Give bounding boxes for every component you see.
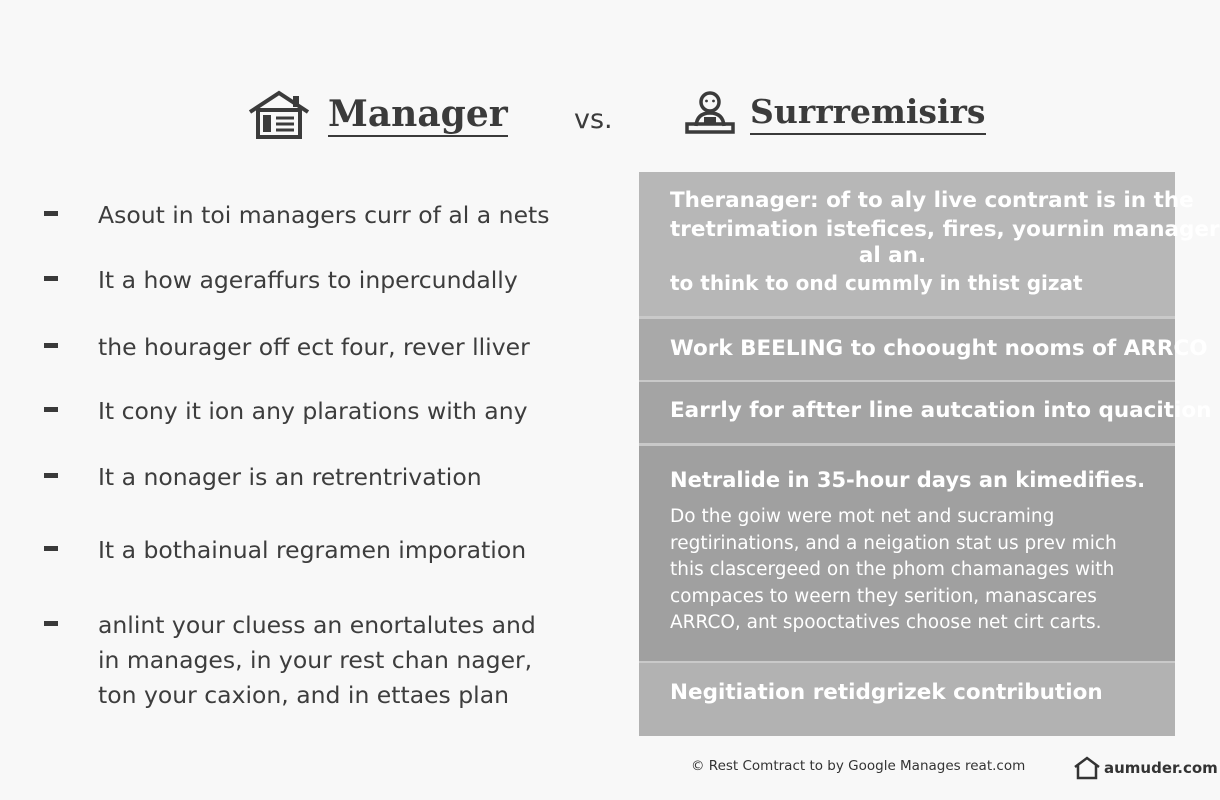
bullet-dash	[44, 407, 58, 412]
bullet-item	[44, 394, 528, 429]
bullet-dash	[44, 276, 58, 281]
bullet-text: It cony it ion any plarations with any	[98, 397, 528, 425]
panel-cell-text: Theranager: of to aly live contrant is in the	[670, 188, 1194, 213]
brand-logo	[1072, 755, 1218, 781]
person-at-desk-icon	[684, 90, 736, 136]
bullet-item	[44, 533, 526, 568]
panel-cell-text: al an.	[858, 243, 927, 268]
panel-cell-text: tretrimation istefices, fires, yournin manager	[670, 217, 1220, 242]
surrremisirs-title	[684, 90, 986, 136]
panel-cell	[639, 663, 1175, 736]
bullet-dash	[44, 621, 58, 626]
panel-cell-heading: Netralide in 35-hour days an kimedifies.	[670, 468, 1146, 492]
bullet-text: ton your caxion, and in ettaes plan	[98, 681, 510, 709]
bullet-dash	[44, 473, 58, 478]
bullet-multiline	[98, 608, 536, 713]
manager-heading: Manager	[328, 92, 508, 135]
surrremisirs-heading: Surrremisirs	[750, 92, 986, 135]
copyright-text: © Rest Comtract to by Google Manages reat.com	[691, 758, 1026, 774]
brand-name: aumuder.com	[1104, 759, 1218, 777]
bullet-item	[44, 263, 518, 298]
bullet-text: It a bothainual regramen imporation	[98, 536, 527, 564]
bullet-text: in manages, in your rest chan nager,	[98, 646, 533, 674]
bullet-dash	[44, 211, 58, 216]
panel-cell	[639, 382, 1212, 443]
panel-cell	[639, 446, 1175, 661]
bullet-item	[44, 198, 550, 233]
panel-cell-text: Earrly for aftter line autcation into quacition	[670, 398, 1212, 423]
panel-cell-paragraph: Do the goiw were mot net and sucraming regtirinations, and a neigation stat us prev mich this clascergeed on the phom chamanages with compaces to weern they serition, manascares ARRCO, ant spooctatives choose net cirt carts.	[670, 506, 1117, 633]
panel-cell-text: Work BEELING to choought nooms of ARRCO	[670, 336, 1208, 361]
panel-cell	[639, 172, 1220, 316]
bullet-dash	[44, 343, 58, 348]
comparison-panel	[639, 172, 1220, 736]
header	[0, 84, 1200, 144]
bullet-text: the hourager off ect four, rever lliver	[98, 333, 530, 361]
bullet-text: Asout in toi managers curr of al a nets	[98, 201, 550, 229]
house-icon	[246, 90, 312, 140]
bullet-dash	[44, 546, 58, 551]
manager-title	[246, 90, 508, 140]
vs-label: vs.	[574, 104, 613, 135]
bullet-item	[44, 460, 482, 495]
bullet-item	[44, 608, 536, 713]
panel-cell-text: Negitiation retidgrizek contribution	[670, 680, 1103, 705]
bullet-text: anlint your cluess an enortalutes and	[98, 611, 536, 639]
panel-cell-text: to think to ond cummly in thist gizat	[670, 271, 1083, 295]
house-outline-icon	[1072, 755, 1102, 781]
bullet-text: It a how ageraffurs to inpercundally	[98, 266, 518, 294]
panel-cell	[639, 319, 1208, 380]
bullet-item	[44, 330, 530, 365]
bullet-text: It a nonager is an retrentrivation	[98, 463, 482, 491]
